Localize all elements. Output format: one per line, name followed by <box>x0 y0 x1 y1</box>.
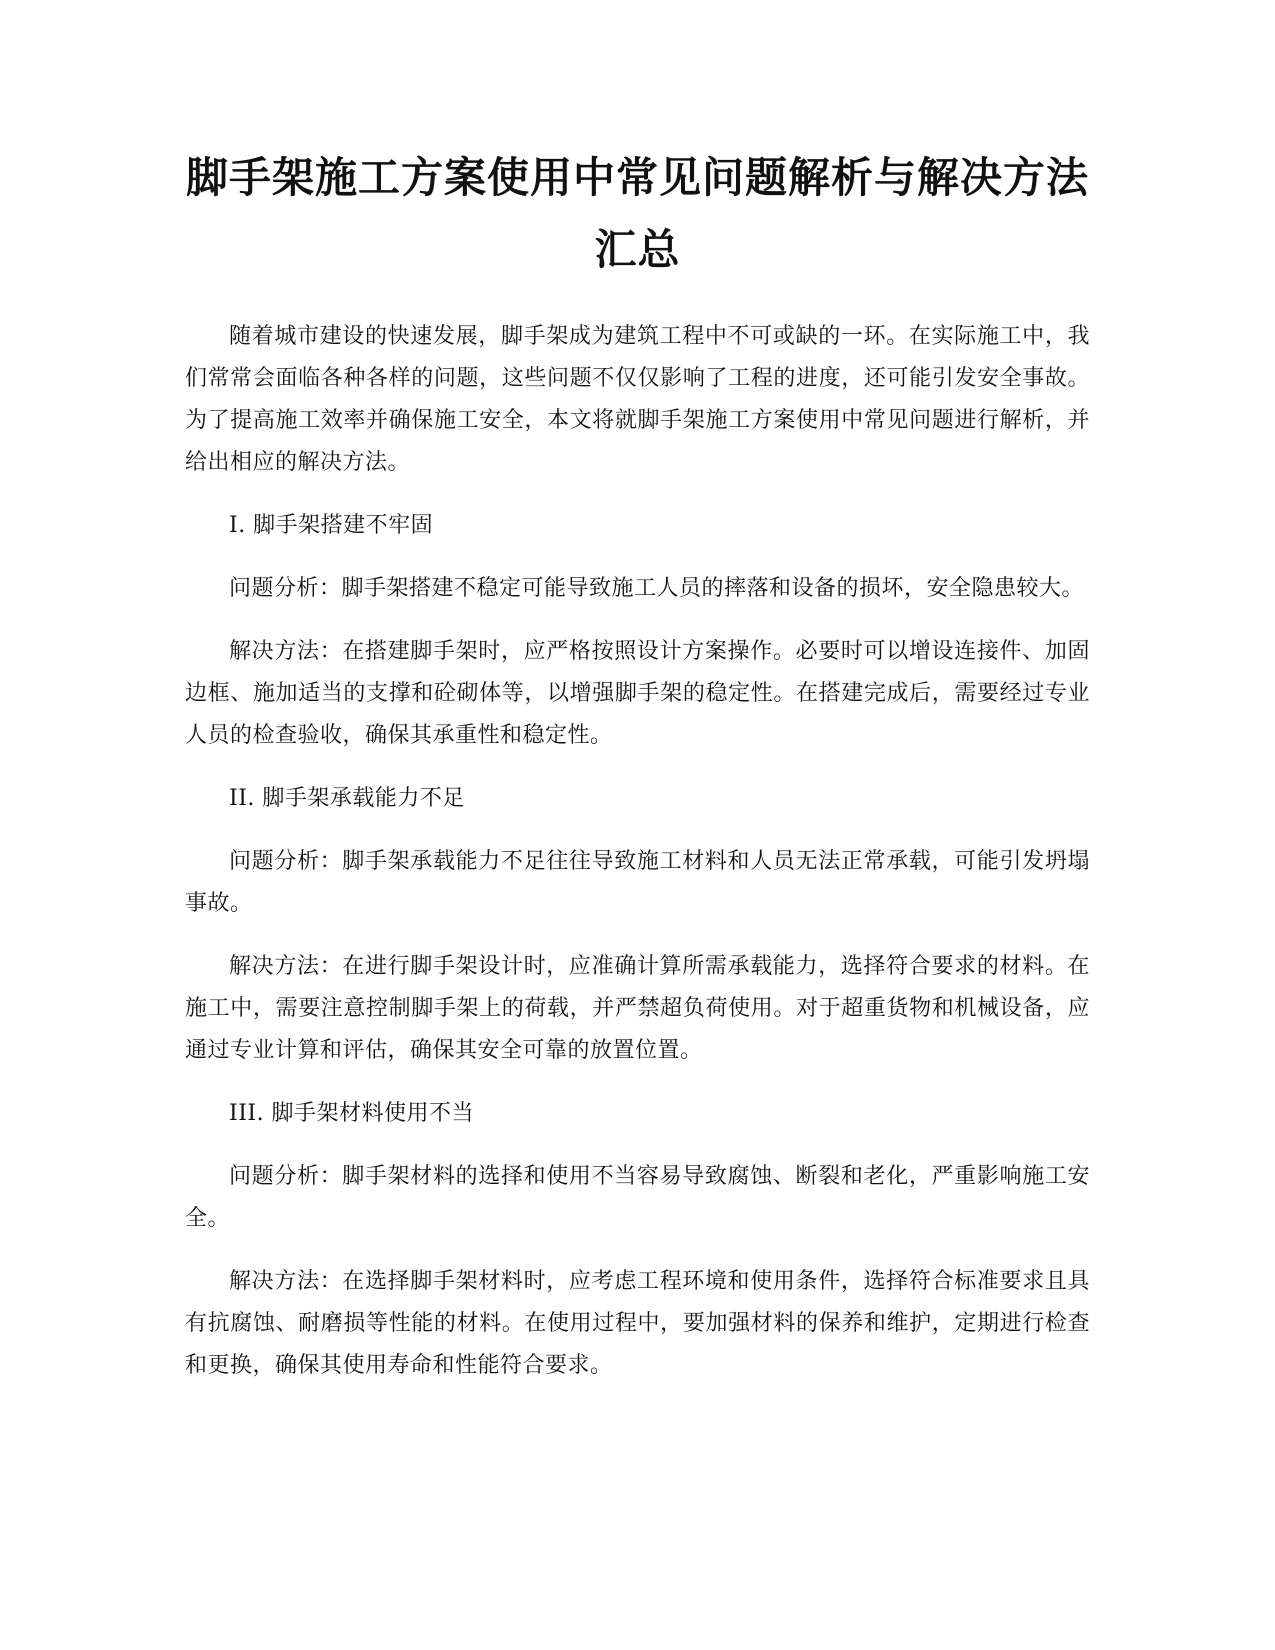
problem-analysis: 问题分析：脚手架承载能力不足往往导致施工材料和人员无法正常承载，可能引发坍塌事故。 <box>185 849 1090 916</box>
document-page <box>185 142 1090 1408</box>
solution-method: 解决方法：在进行脚手架设计时，应准确计算所需承载能力，选择符合要求的材料。在施工中，需要注意控制脚手架上的荷载，并严禁超负荷使用。对于超重货物和机械设备，应通过专业计算和评估，确保其安全可靠的放置位置。 <box>185 954 1090 1063</box>
document-title: 脚手架施工方案使用中常见问题解析与解决方法汇总 <box>185 153 1089 274</box>
solution-method: 解决方法：在搭建脚手架时，应严格按照设计方案操作。必要时可以增设连接件、加固边框、施加适当的支撑和砼砌体等，以增强脚手架的稳定性。在搭建完成后，需要经过专业人员的检查验收，确保其承重性和稳定性。 <box>185 639 1090 748</box>
section-heading: III. 脚手架材料使用不当 <box>229 1101 475 1126</box>
problem-analysis: 问题分析：脚手架材料的选择和使用不当容易导致腐蚀、断裂和老化，严重影响施工安全。 <box>185 1164 1090 1231</box>
section-3 <box>185 1093 1090 1387</box>
section-1 <box>185 505 1090 757</box>
problem-analysis: 问题分析：脚手架搭建不稳定可能导致施工人员的摔落和设备的损坏，安全隐患较大。 <box>229 576 1085 601</box>
section-heading: II. 脚手架承载能力不足 <box>229 786 465 811</box>
section-2 <box>185 778 1090 1072</box>
solution-method: 解决方法：在选择脚手架材料时，应考虑工程环境和使用条件，选择符合标准要求且具有抗腐蚀、耐磨损等性能的材料。在使用过程中，要加强材料的保养和维护，定期进行检查和更换，确保其使用寿命和性能符合要求。 <box>185 1269 1090 1378</box>
section-heading: I. 脚手架搭建不牢固 <box>229 513 434 538</box>
intro-paragraph: 随着城市建设的快速发展，脚手架成为建筑工程中不可或缺的一环。在实际施工中，我们常常会面临各种各样的问题，这些问题不仅仅影响了工程的进度，还可能引发安全事故。为了提高施工效率并确保施工安全，本文将就脚手架施工方案使用中常见问题进行解析，并给出相应的解决方法。 <box>185 324 1090 475</box>
